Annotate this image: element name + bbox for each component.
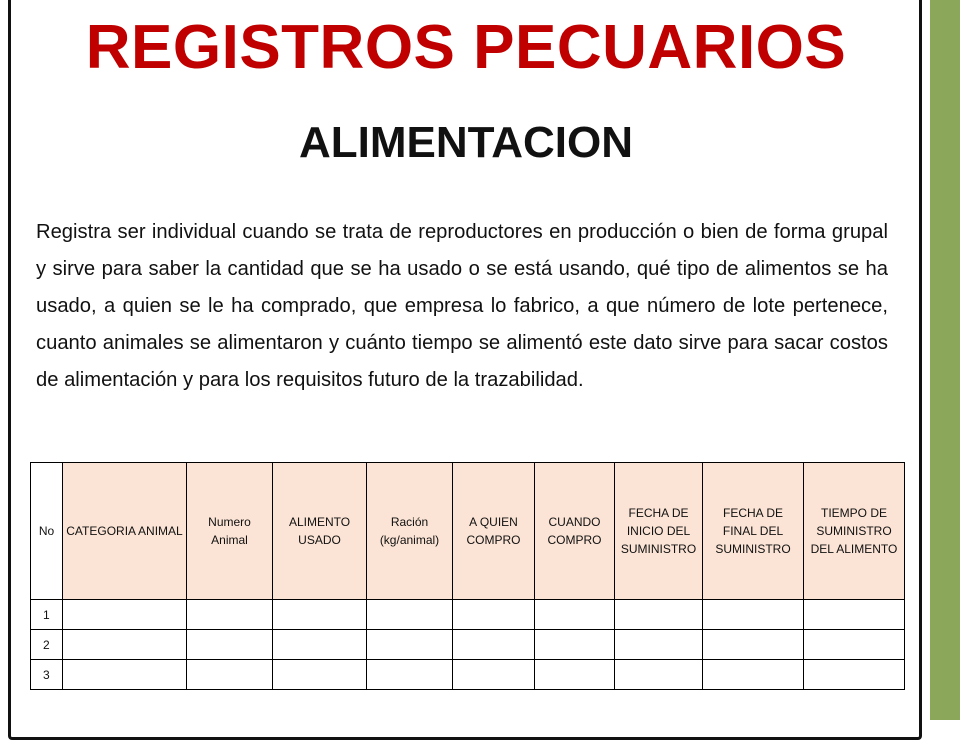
header-numero-animal: Numero Animal xyxy=(187,463,273,600)
header-categoria-animal: CATEGORIA ANIMAL xyxy=(63,463,187,600)
header-racion: Ración (kg/animal) xyxy=(367,463,453,600)
table-cell[interactable] xyxy=(63,600,187,630)
table-cell[interactable] xyxy=(63,660,187,690)
table-cell[interactable] xyxy=(453,660,535,690)
page-subtitle: ALIMENTACION xyxy=(298,118,634,167)
row-number: 1 xyxy=(31,600,63,630)
table-cell[interactable] xyxy=(187,630,273,660)
table-cell[interactable] xyxy=(804,660,905,690)
table-cell[interactable] xyxy=(367,630,453,660)
table-header-row xyxy=(31,463,905,600)
table-cell[interactable] xyxy=(273,660,367,690)
table-cell[interactable] xyxy=(535,660,615,690)
table-cell[interactable] xyxy=(453,600,535,630)
table-row xyxy=(31,600,905,630)
table-row xyxy=(31,660,905,690)
table-cell[interactable] xyxy=(804,630,905,660)
table-cell[interactable] xyxy=(63,630,187,660)
row-number: 2 xyxy=(31,630,63,660)
table-cell[interactable] xyxy=(367,660,453,690)
table-cell[interactable] xyxy=(615,660,703,690)
header-fecha-final: FECHA DE FINAL DEL SUMINISTRO xyxy=(703,463,804,600)
page-title: REGISTROS PECUARIOS xyxy=(85,13,847,82)
table-cell[interactable] xyxy=(535,630,615,660)
row-number: 3 xyxy=(31,660,63,690)
accent-bar-gap xyxy=(922,0,930,720)
table-cell[interactable] xyxy=(367,600,453,630)
table-row xyxy=(31,630,905,660)
accent-bar xyxy=(930,0,960,720)
table-cell[interactable] xyxy=(187,600,273,630)
table-cell[interactable] xyxy=(703,630,804,660)
header-tiempo-suministro: TIEMPO DE SUMINISTRO DEL ALIMENTO xyxy=(804,463,905,600)
header-alimento-usado: ALIMENTO USADO xyxy=(273,463,367,600)
table-cell[interactable] xyxy=(703,600,804,630)
table-cell[interactable] xyxy=(187,660,273,690)
table-cell[interactable] xyxy=(453,630,535,660)
header-a-quien-compro: A QUIEN COMPRO xyxy=(453,463,535,600)
table-cell[interactable] xyxy=(615,630,703,660)
header-fecha-inicio: FECHA DE INICIO DEL SUMINISTRO xyxy=(615,463,703,600)
table-cell[interactable] xyxy=(535,600,615,630)
table-cell[interactable] xyxy=(703,660,804,690)
description-paragraph: Registra ser individual cuando se trata de reproductores en producción o bien de forma grupal y sirve para saber la cantidad que se ha usado o se está usando, qué tipo de alimentos se ha usado, a quien se le ha comprado, que empresa lo fabrico, a que número de lote pertenece, cuanto animales se alimentaron y cuánto tiempo se alimentó este dato sirve para sacar costos de alimentación y para los requisitos futuro de la trazabilidad. xyxy=(36,221,888,391)
header-no: No xyxy=(31,463,63,600)
table-cell[interactable] xyxy=(273,630,367,660)
table-cell[interactable] xyxy=(273,600,367,630)
header-cuando-compro: CUANDO COMPRO xyxy=(535,463,615,600)
table-cell[interactable] xyxy=(804,600,905,630)
feeding-record-table xyxy=(30,462,905,690)
table-cell[interactable] xyxy=(615,600,703,630)
